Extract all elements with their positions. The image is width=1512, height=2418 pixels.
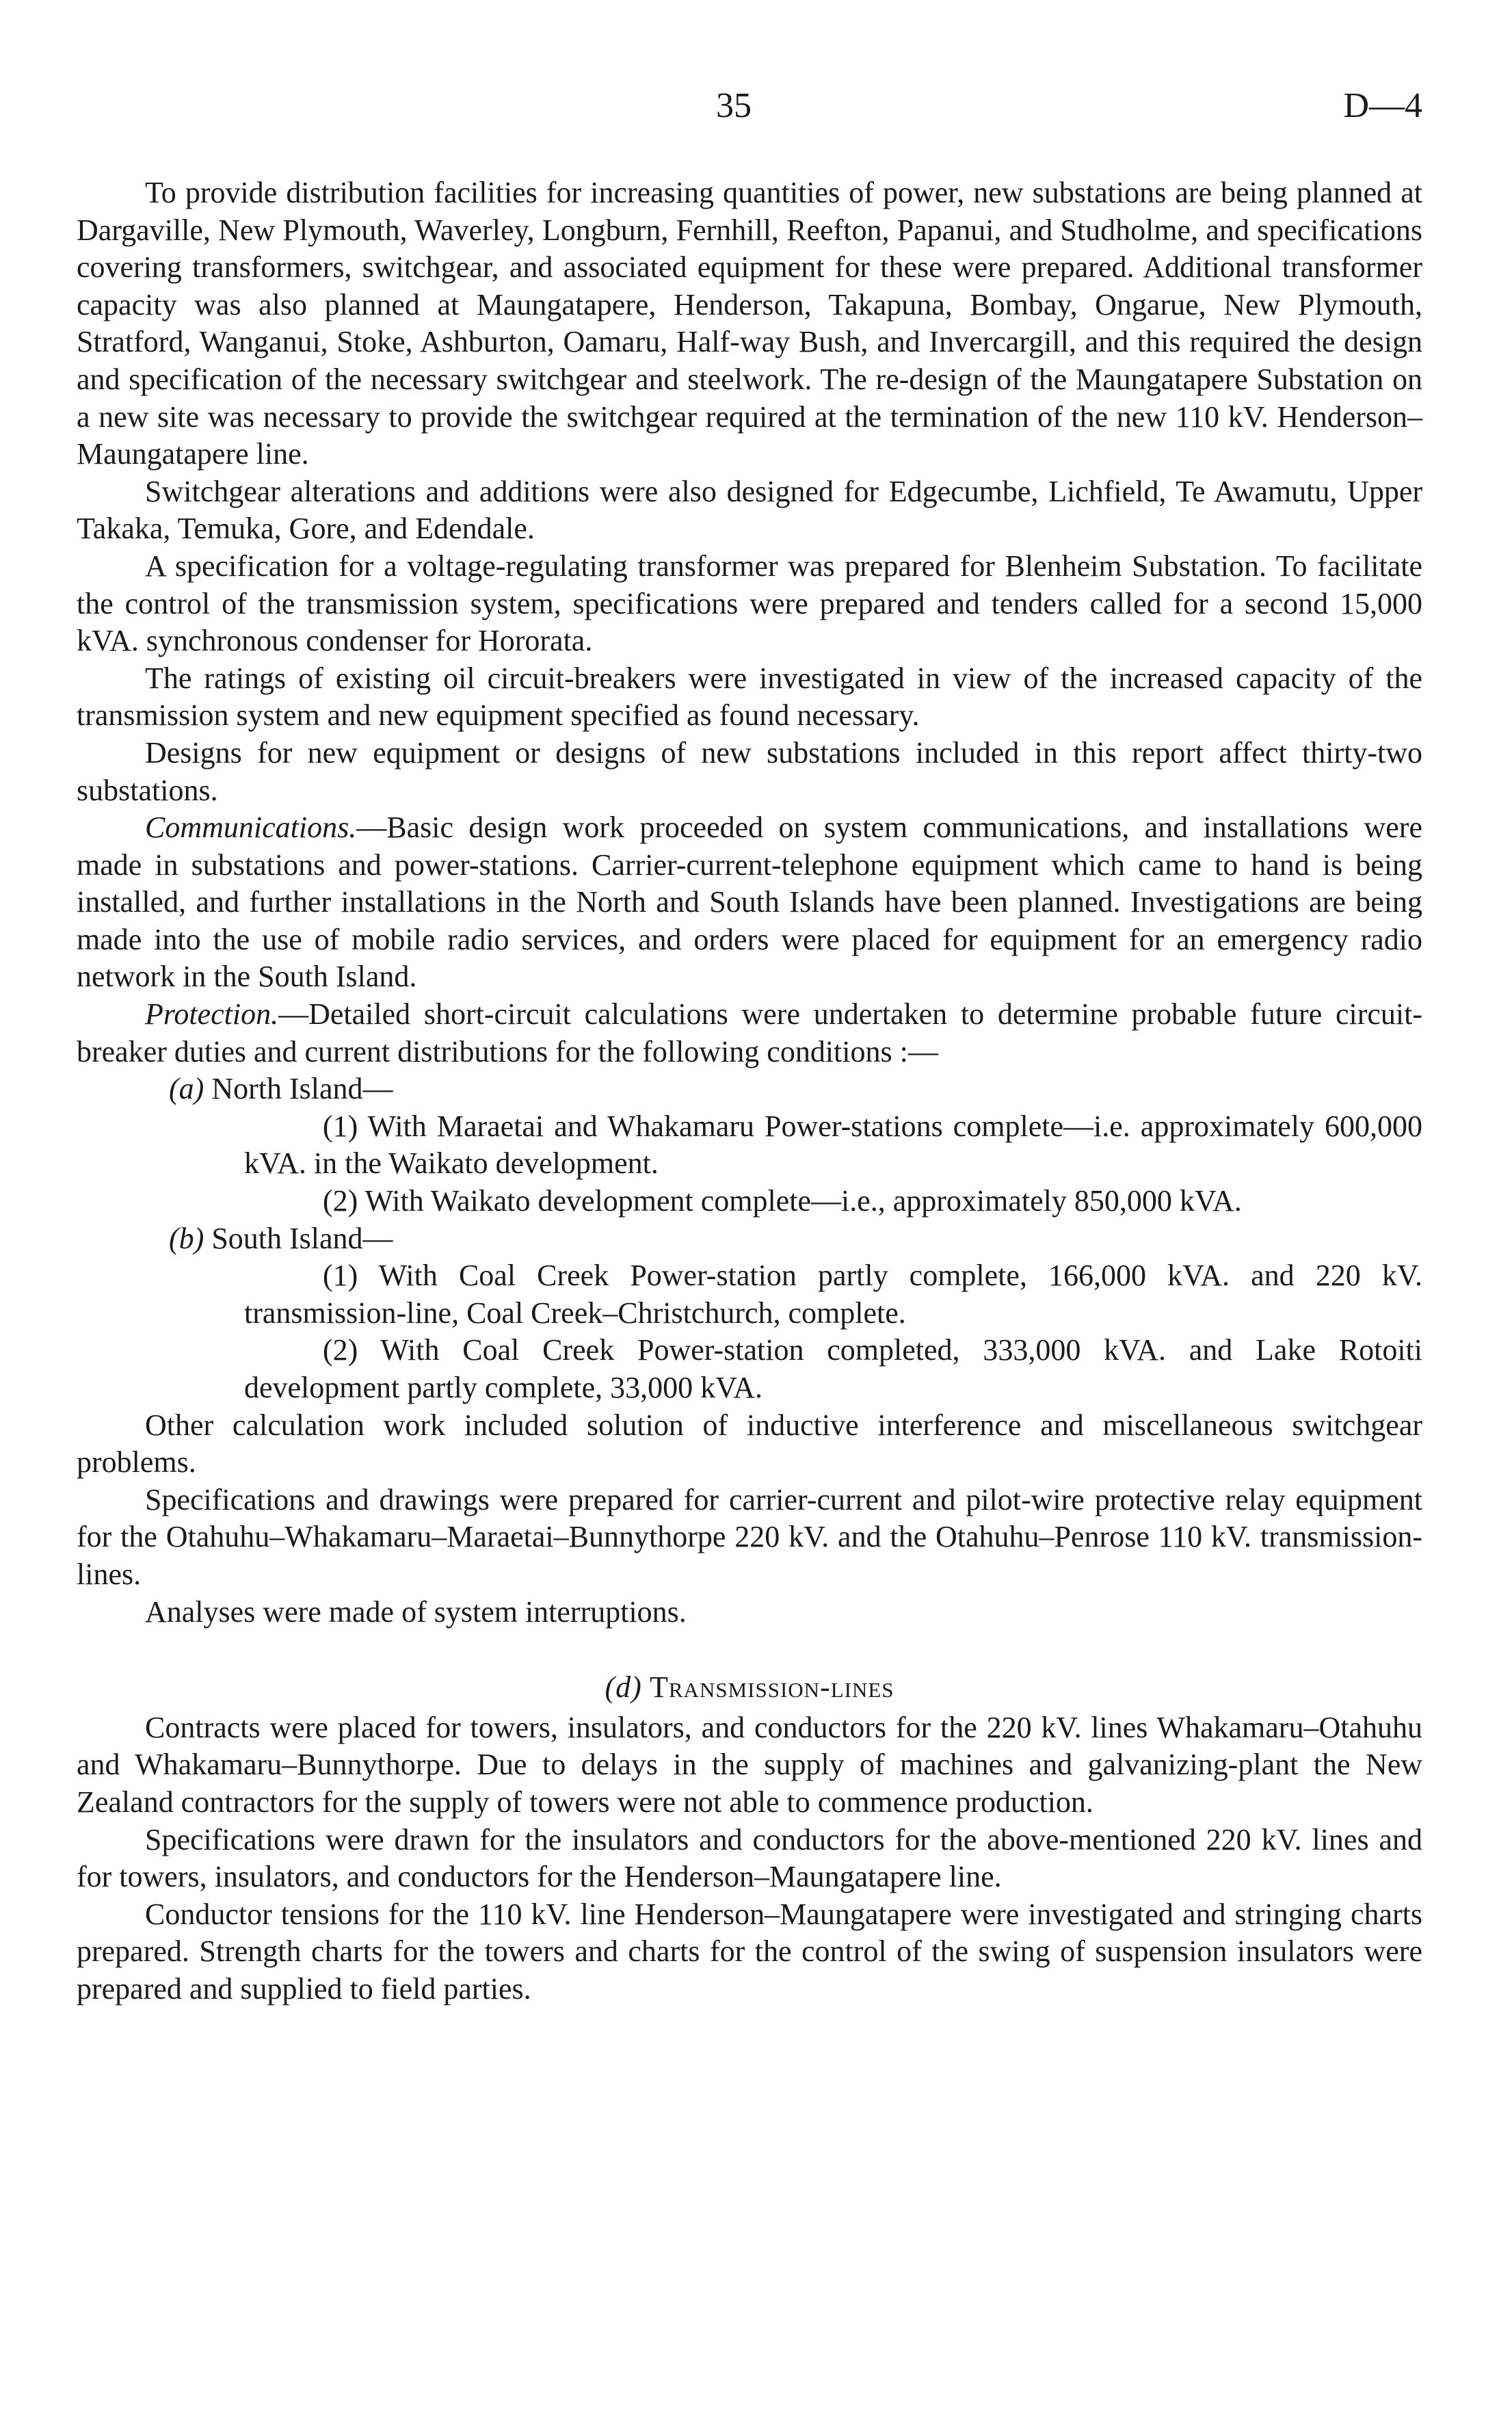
paragraph-system-interruptions: Analyses were made of system interruptions. — [145, 1594, 687, 1629]
paragraph-conductor-tensions: Conductor tensions for the 110 kV. line Henderson–Maungatapere were investigated and stringing charts prepared. Strength charts for the towers and charts for the control of the swing of suspension insulators were prepared and supplied to field parties. — [77, 1897, 1422, 2006]
section-letter: (d) — [605, 1670, 642, 1705]
document-body — [77, 174, 1422, 2008]
section-title: Transmission-lines — [650, 1670, 894, 1705]
section-heading-transmission-lines — [77, 1669, 1422, 1707]
south-island-title: South Island— — [211, 1221, 393, 1255]
paragraph-protection — [77, 996, 1422, 1070]
south-island-condition-2: (2) With Coal Creek Power-station completed, 333,000 kVA. and Lake Rotoiti development partly complete, 33,000 kVA. — [244, 1333, 1422, 1404]
north-island-condition-2: (2) With Waikato development complete—i.e., approximately 850,000 kVA. — [323, 1184, 1242, 1218]
south-island-condition-1: (1) With Coal Creek Power-station partly complete, 166,000 kVA. and 220 kV. transmission-line, Coal Creek–Christchurch, complete. — [244, 1259, 1422, 1330]
protection-text: —Detailed short-circuit calculations were undertaken to determine probable future circuit-breaker duties and current distributions for the following conditions :— — [77, 997, 1422, 1068]
list-item-south-island — [77, 1220, 1422, 1258]
paragraph-tower-contracts: Contracts were placed for towers, insulators, and conductors for the 220 kV. lines Whakamaru–Otahuhu and Whakamaru–Bunnythorpe. Due to delays in the supply of machines and galvanizing-plant the New Zealand contractors for the supply of towers were not able to commence production. — [77, 1710, 1422, 1819]
page-header — [77, 88, 1422, 129]
communications-text: —Basic design work proceeded on system communications, and installations were made in substations and power-stations. Carrier-current-telephone equipment which came to hand is being installed, and further installations in the North and South Islands have been planned. Investigations are being made into the use of mobile radio services, and orders were placed for equipment for an emergency radio network in the South Island. — [77, 811, 1422, 994]
paragraph-communications — [77, 809, 1422, 996]
paragraph-substation-designs: Designs for new equipment or designs of new substations included in this report affect thirty-two substations. — [77, 735, 1422, 807]
north-island-condition-1: (1) With Maraetai and Whakamaru Power-stations complete—i.e. approximately 600,000 kVA. in the Waikato development. — [244, 1109, 1422, 1181]
paragraph-switchgear-alterations: Switchgear alterations and additions were also designed for Edgecumbe, Lichfield, Te Awamutu, Upper Takaka, Temuka, Gore, and Edendale. — [77, 474, 1422, 546]
paragraph-other-calculations: Other calculation work included solution of inductive interference and miscellaneous switchgear problems. — [77, 1408, 1422, 1480]
page-number: 35 — [716, 86, 752, 125]
protection-label: Protection. — [145, 997, 279, 1031]
list-item-north-island — [77, 1070, 1422, 1108]
document-reference: D—4 — [1343, 86, 1422, 125]
paragraph-circuit-breaker-ratings: The ratings of existing oil circuit-breakers were investigated in view of the increased capacity of the transmission system and new equipment specified as found necessary. — [77, 661, 1422, 733]
north-island-title: North Island— — [211, 1072, 393, 1106]
paragraph-relay-equipment: Specifications and drawings were prepared for carrier-current and pilot-wire protective relay equipment for the Otahuhu–Whakamaru–Maraetai–Bunnythorpe 220 kV. and the Otahuhu–Penrose 110 kV. transmission-lines. — [77, 1482, 1422, 1591]
north-island-marker: (a) — [169, 1072, 204, 1106]
paragraph-distribution-facilities: To provide distribution facilities for increasing quantities of power, new substations are being planned at Dargaville, New Plymouth, Waverley, Longburn, Fernhill, Reefton, Papanui, and Studholme, and specifications covering transformers, switchgear, and associated equipment for these were prepared. Additional transformer capacity was also planned at Maungatapere, Henderson, Takapuna, Bombay, Ongarue, New Plymouth, Stratford, Wanganui, Stoke, Ashburton, Oamaru, Half-way Bush, and Invercargill, and this required the design and specification of the necessary switchgear and steelwork. The re-design of the Maungatapere Substation on a new site was necessary to provide the switchgear required at the termination of the new 110 kV. Henderson–Maungatapere line. — [77, 176, 1422, 471]
paragraph-voltage-regulating-transformer: A specification for a voltage-regulating transformer was prepared for Blenheim Substation. To facilitate the control of the transmission system, specifications were prepared and tenders called for a second 15,000 kVA. synchronous condenser for Hororata. — [77, 549, 1422, 658]
south-island-marker: (b) — [169, 1221, 204, 1255]
paragraph-insulator-specifications: Specifications were drawn for the insulators and conductors for the above-mentioned 220 kV. lines and for towers, insulators, and conductors for the Henderson–Maungatapere line. — [77, 1822, 1422, 1894]
communications-label: Communications. — [145, 811, 357, 845]
